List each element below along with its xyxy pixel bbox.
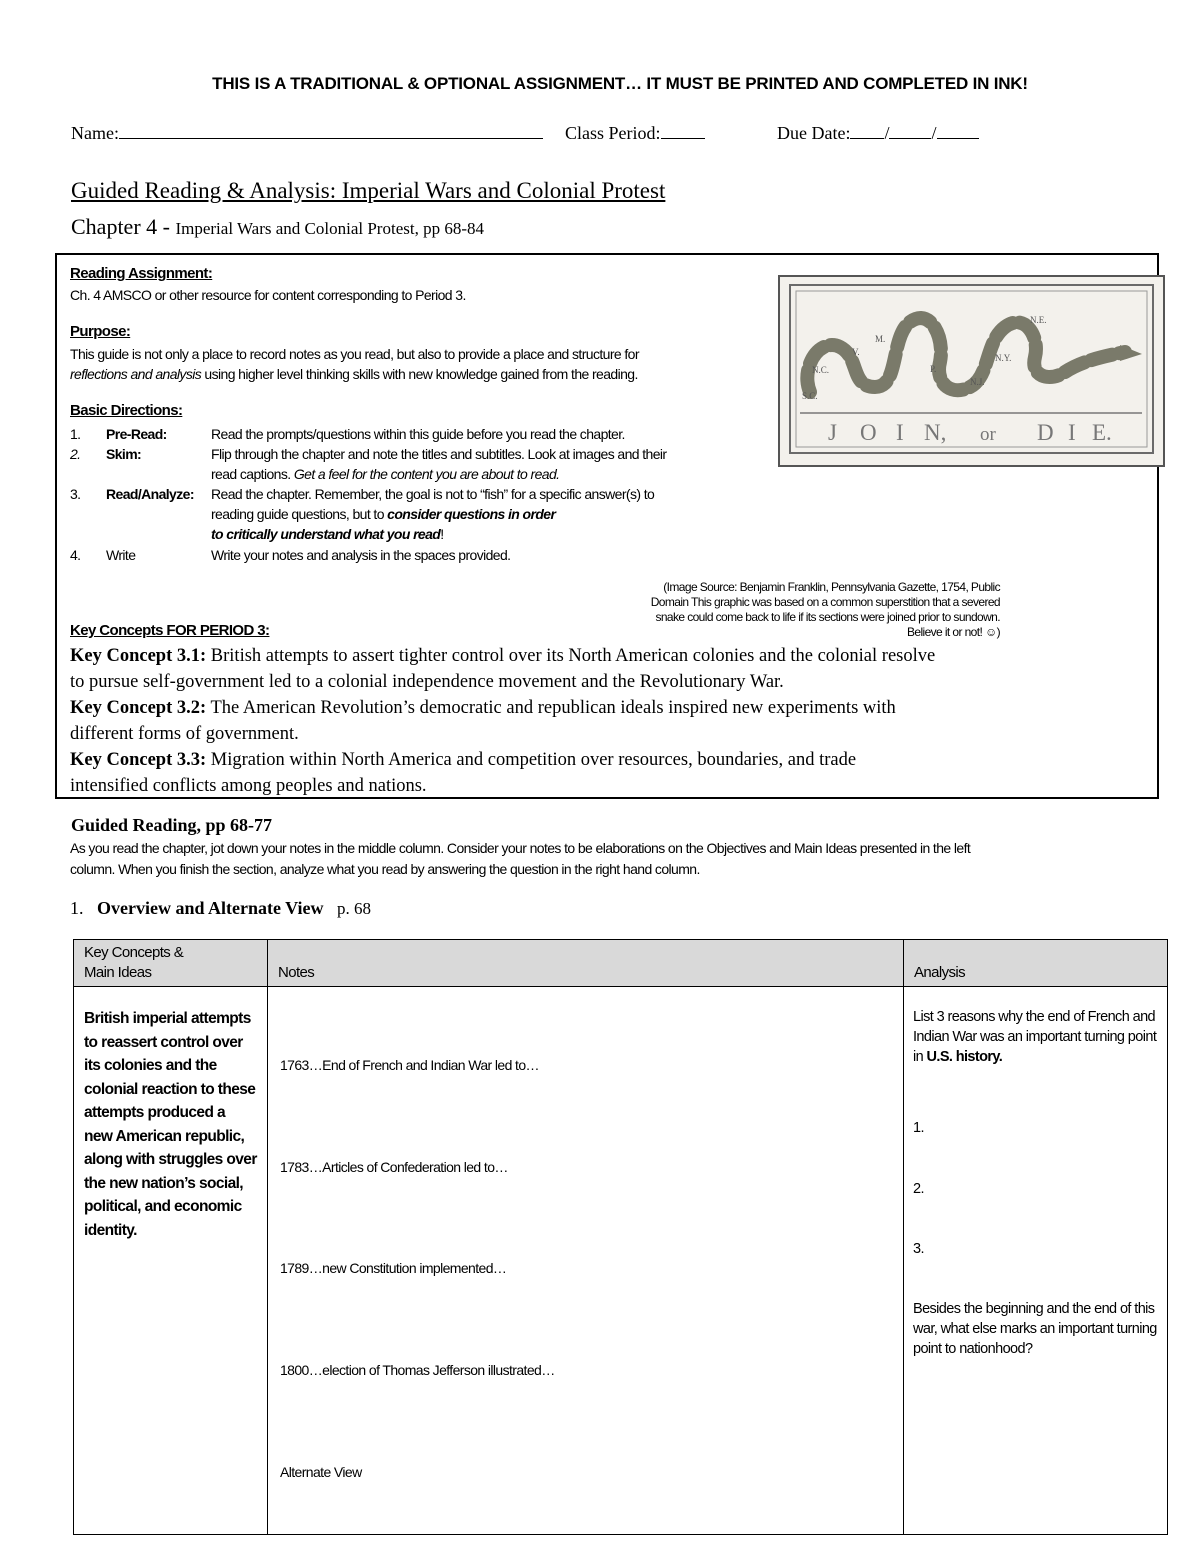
table-header-row: [74, 940, 1168, 987]
direction-number: 1.: [70, 426, 81, 442]
colony-label: V.: [852, 347, 860, 357]
colony-label: N.E.: [1030, 315, 1047, 325]
due-date-label: Due Date:: [777, 123, 851, 143]
caption-letter: J: [828, 420, 837, 445]
key-concept-3-3: [70, 747, 1150, 799]
direction-text-emphasis: to critically understand what you read: [211, 526, 441, 542]
colony-label: N.J.: [970, 377, 985, 387]
analysis-question-emphasis: U.S. history.: [926, 1049, 1003, 1065]
notes-cell[interactable]: [268, 987, 904, 1535]
purpose-heading: Purpose:: [70, 323, 131, 340]
join-or-die-image: [778, 275, 1165, 467]
column-header-analysis: [904, 940, 1168, 987]
snake-illustration: [780, 277, 1163, 465]
direction-text-line: Flip through the chapter and note the titles and subtitles. Look at images and their: [211, 446, 667, 462]
analysis-item: 2.: [913, 1181, 924, 1197]
note-prompt: 1783…Articles of Confederation led to…: [280, 1159, 508, 1175]
key-concept-text: Migration within North America and competition over resources, boundaries, and trade: [210, 750, 857, 770]
analysis-cell[interactable]: [904, 987, 1168, 1535]
caption-letter: E.: [1092, 420, 1112, 445]
key-concept-label: Key Concept 3.2:: [70, 698, 207, 718]
key-concept-text: British attempts to assert tighter control over its North American colonies and the colonial resolve: [210, 646, 936, 666]
analysis-question-2: Besides the beginning and the end of this war, what else marks an important turning point to nationhood?: [913, 1301, 1157, 1357]
direction-text-line: reading guide questions, but to: [211, 506, 388, 522]
section-page: p. 68: [336, 899, 371, 918]
reading-assignment-text: Ch. 4 AMSCO or other resource for content corresponding to Period 3.: [70, 287, 466, 303]
name-label: Name:: [71, 123, 119, 143]
column-header-label: Analysis: [914, 964, 966, 981]
caption-letter: I: [1068, 420, 1076, 445]
analysis-question-text: List 3 reasons why the end of French and Indian War was an important turning point in: [913, 1009, 1157, 1065]
main-idea-text: British imperial attempts to reassert control over its colonies and the colonial reaction to these attempts produced a new American republic, along with struggles over the new nation’s social, political, and economic identity.: [84, 1010, 257, 1239]
column-header-line: Main Ideas: [84, 964, 152, 981]
class-period-label: Class Period:: [565, 123, 661, 143]
direction-key: Read/Analyze:: [106, 486, 194, 502]
direction-key: Write: [106, 547, 136, 563]
instructions-line: column. When you finish the section, analyze what you read by answering the question in the right hand column.: [70, 861, 700, 877]
section-heading: [70, 898, 371, 919]
name-field[interactable]: [71, 122, 543, 144]
caption-letter: I: [896, 420, 904, 445]
key-concept-text: The American Revolution’s democratic and republican ideals inspired new experiments with: [210, 698, 896, 718]
caption-letter: N,: [924, 420, 947, 445]
colony-label: N.Y.: [995, 353, 1012, 363]
key-concept-text: intensified conflicts among peoples and nations.: [70, 776, 427, 796]
key-concept-text: different forms of government.: [70, 724, 299, 744]
colony-label: S.C.: [802, 391, 818, 401]
main-idea-cell: [74, 987, 268, 1535]
column-header-key-concepts: [74, 940, 268, 987]
key-concept-text: to pursue self-government led to a colonial independence movement and the Revolutionary War.: [70, 672, 784, 692]
class-period-field[interactable]: [565, 122, 705, 144]
snake-head: [1120, 345, 1142, 361]
key-concepts-heading: Key Concepts FOR PERIOD 3:: [70, 622, 270, 639]
column-header-notes: [268, 940, 904, 987]
guided-reading-heading: Guided Reading, pp 68-77: [71, 815, 273, 835]
direction-text-line: Read the chapter. Remember, the goal is not to “fish” for a specific answer(s) to: [211, 486, 655, 502]
directions-heading: Basic Directions:: [70, 402, 183, 419]
class-period-blank[interactable]: [661, 122, 705, 139]
note-prompt: Alternate View: [280, 1464, 362, 1480]
purpose-text-2: using higher level thinking skills with new knowledge gained from the reading.: [201, 366, 638, 382]
due-year-blank[interactable]: [937, 122, 979, 139]
direction-number: 3.: [70, 486, 81, 502]
column-header-line: Key Concepts &: [84, 944, 184, 961]
notes-table: [73, 939, 1168, 1535]
chapter-heading: [71, 214, 484, 240]
guided-reading-instructions: [70, 838, 1150, 880]
image-source-caption: (Image Source: Benjamin Franklin, Pennsylvania Gazette, 1754, Public Domain This graphic was based on a common superstition that a severed snake could come back to life if its sections were joined prior to sundown. Believe it or not! ☺): [650, 580, 1000, 639]
column-header-label: Notes: [278, 964, 315, 981]
key-concept-3-2: [70, 695, 1150, 747]
direction-text-italic: Get a feel for the content you are about to read.: [293, 466, 560, 482]
key-concept-3-1: [70, 643, 1150, 695]
chapter-label: Chapter 4 -: [71, 214, 170, 239]
direction-text: Read the prompts/questions within this guide before you read the chapter.: [211, 426, 625, 442]
direction-text: Write your notes and analysis in the spaces provided.: [211, 547, 511, 563]
reading-assignment-heading: Reading Assignment:: [70, 265, 213, 282]
direction-text: [211, 444, 751, 484]
key-concept-label: Key Concept 3.1:: [70, 646, 207, 666]
assignment-banner: THIS IS A TRADITIONAL & OPTIONAL ASSIGNMENT… IT MUST BE PRINTED AND COMPLETED IN INK!: [212, 74, 1028, 93]
note-prompt: 1763…End of French and Indian War led to…: [280, 1057, 539, 1073]
direction-text-emphasis: consider questions in order: [387, 506, 556, 522]
direction-text: [211, 484, 751, 544]
direction-number: 2.: [70, 446, 81, 462]
direction-text-line: read captions.: [211, 466, 294, 482]
due-date-field[interactable]: Due Date: / /: [777, 122, 979, 144]
caption-letter: or: [980, 424, 996, 445]
due-month-blank[interactable]: [850, 122, 884, 139]
note-prompt: 1800…election of Thomas Jefferson illustrated…: [280, 1362, 555, 1378]
purpose-text: [70, 344, 770, 384]
key-concept-label: Key Concept 3.3:: [70, 750, 207, 770]
section-number: 1.: [70, 898, 84, 918]
section-title: Overview and Alternate View: [97, 898, 324, 918]
purpose-text-italic: reflections and analysis: [70, 366, 202, 382]
chapter-subtitle: Imperial Wars and Colonial Protest, pp 68-84: [175, 219, 484, 238]
caption-letter: O: [860, 420, 877, 445]
direction-key: Skim:: [106, 446, 142, 462]
note-prompt: 1789…new Constitution implemented…: [280, 1260, 507, 1276]
colony-label: M.: [875, 334, 886, 344]
direction-key: Pre-Read:: [106, 426, 167, 442]
join-or-die-caption: [828, 420, 1112, 445]
purpose-text-1: This guide is not only a place to record notes as you read, but also to provide a place and structure for: [70, 346, 639, 362]
analysis-item: 3.: [913, 1241, 924, 1257]
colony-label: P.: [930, 364, 937, 374]
colony-label: N.C.: [812, 365, 830, 375]
caption-letter: D: [1037, 420, 1054, 445]
instructions-line: As you read the chapter, jot down your notes in the middle column. Consider your notes to be elaborations on the Objectives and Main Ideas presented in the left: [70, 840, 971, 856]
due-day-blank[interactable]: [889, 122, 931, 139]
direction-text-line: !: [440, 526, 444, 542]
name-blank[interactable]: [119, 122, 543, 139]
direction-number: 4.: [70, 547, 81, 563]
analysis-item: 1.: [913, 1120, 924, 1136]
analysis-question-1: [913, 1007, 1158, 1067]
page-title: Guided Reading & Analysis: Imperial Wars and Colonial Protest: [71, 178, 666, 203]
table-row: [74, 987, 1168, 1535]
